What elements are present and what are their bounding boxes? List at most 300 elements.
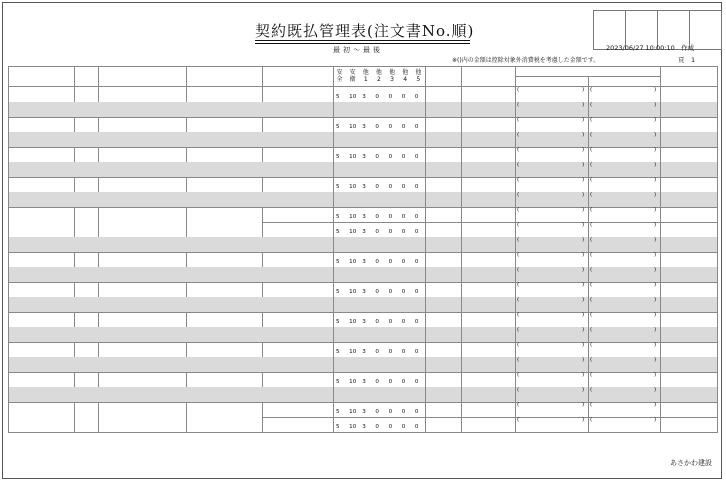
col-line [186, 402, 187, 432]
company-name: あさかわ建設 [670, 459, 712, 467]
col-line [333, 147, 334, 177]
group-separator [8, 402, 718, 403]
header-flag: 他5 [415, 69, 422, 83]
col-line [461, 402, 462, 432]
flag-value: 0 [414, 409, 419, 415]
paren-open: ( [590, 297, 593, 303]
flag-value: 0 [375, 184, 379, 190]
paren-open: ( [590, 282, 593, 288]
flag-value: 0 [414, 229, 419, 235]
paren-close: ) [654, 327, 657, 333]
paren-open: ( [517, 402, 520, 408]
paren-open: ( [590, 132, 593, 138]
paren-open: ( [590, 147, 593, 153]
paren-close: ) [582, 312, 585, 318]
flag-value: 0 [375, 319, 379, 325]
paren-close: ) [654, 177, 657, 183]
col-line [588, 87, 589, 117]
group-separator [8, 312, 718, 313]
flag-value: 0 [388, 184, 393, 190]
paren-close: ) [654, 132, 657, 138]
paren-close: ) [654, 207, 657, 213]
flag-value: 3 [362, 229, 366, 235]
paren-open: ( [590, 312, 593, 318]
col-line [74, 147, 75, 162]
col-line [74, 87, 75, 102]
paren-close: ) [654, 147, 657, 153]
col-line [333, 117, 334, 147]
col-line [660, 147, 661, 177]
col-line [660, 207, 661, 252]
paren-close: ) [582, 222, 585, 228]
flag-value: 5 [336, 229, 340, 235]
col-line [515, 252, 516, 282]
flag-value: 10 [349, 319, 357, 325]
group-separator [8, 177, 718, 178]
col-line [98, 372, 99, 387]
col-line [98, 252, 99, 267]
flag-value: 0 [414, 319, 419, 325]
flag-value: 0 [401, 184, 406, 190]
flag-value: 5 [336, 289, 340, 295]
paren-open: ( [517, 282, 520, 288]
col-line [262, 207, 263, 237]
flag-value: 5 [336, 319, 340, 325]
paren-open: ( [590, 342, 593, 348]
subtotal-band [8, 327, 718, 342]
header-sub-line [515, 76, 660, 77]
flag-value: 3 [362, 289, 366, 295]
paren-close: ) [582, 342, 585, 348]
paren-close: ) [582, 387, 585, 393]
col-line [425, 252, 426, 282]
paren-open: ( [590, 117, 593, 123]
paren-close: ) [582, 87, 585, 93]
header-flag: 他1 [362, 69, 369, 83]
paren-close: ) [654, 402, 657, 408]
header-flag: 安衛 [349, 69, 356, 83]
paren-open: ( [517, 207, 520, 213]
col-line [262, 342, 263, 357]
page-number: 頁 1 [678, 56, 696, 64]
col-line [515, 147, 516, 177]
col-line [98, 342, 99, 357]
paren-close: ) [582, 357, 585, 363]
col-line [333, 177, 334, 207]
flag-value: 0 [375, 94, 379, 100]
col-line [74, 252, 75, 267]
flag-value: 3 [362, 379, 366, 385]
paren-open: ( [517, 297, 520, 303]
paren-open: ( [590, 192, 593, 198]
col-line [461, 252, 462, 282]
paren-open: ( [590, 387, 593, 393]
paren-open: ( [517, 372, 520, 378]
subtotal-band [8, 132, 718, 147]
col-line [333, 402, 334, 432]
paren-close: ) [582, 237, 585, 243]
paren-open: ( [517, 162, 520, 168]
col-line [588, 282, 589, 312]
flag-value: 3 [362, 184, 366, 190]
flag-value: 0 [414, 94, 419, 100]
header-col-line [333, 66, 334, 86]
col-line [515, 207, 516, 252]
col-line [461, 147, 462, 177]
col-line [186, 342, 187, 357]
flag-value: 10 [349, 289, 357, 295]
col-line [333, 372, 334, 402]
col-line [515, 402, 516, 432]
paren-open: ( [590, 87, 593, 93]
flag-value: 0 [401, 154, 406, 160]
flag-value: 0 [388, 154, 393, 160]
paren-close: ) [654, 372, 657, 378]
col-line [515, 282, 516, 312]
title-underline-2 [255, 43, 470, 44]
paren-close: ) [582, 102, 585, 108]
col-line [515, 117, 516, 147]
col-line [262, 117, 263, 132]
col-line [333, 342, 334, 372]
contract-table [8, 66, 718, 454]
col-line [660, 342, 661, 372]
paren-close: ) [654, 162, 657, 168]
col-line [515, 312, 516, 342]
col-line [515, 372, 516, 402]
paren-open: ( [590, 162, 593, 168]
col-line [262, 252, 263, 267]
paren-close: ) [582, 417, 585, 423]
col-line [98, 87, 99, 102]
paren-close: ) [582, 282, 585, 288]
col-line [660, 282, 661, 312]
paren-open: ( [517, 342, 520, 348]
col-line [186, 147, 187, 162]
flag-value: 0 [375, 349, 379, 355]
paren-close: ) [654, 222, 657, 228]
flag-value: 10 [349, 424, 357, 430]
flag-value: 0 [401, 379, 406, 385]
col-line [425, 177, 426, 207]
paren-close: ) [654, 87, 657, 93]
col-line [333, 282, 334, 312]
paren-close: ) [654, 297, 657, 303]
col-line [425, 282, 426, 312]
flag-value: 0 [375, 409, 379, 415]
col-line [425, 372, 426, 402]
col-line [461, 372, 462, 402]
col-line [262, 282, 263, 297]
flag-value: 3 [362, 409, 366, 415]
flag-value: 0 [375, 289, 379, 295]
paren-open: ( [517, 222, 520, 228]
flag-value: 0 [388, 409, 393, 415]
paren-open: ( [517, 87, 520, 93]
col-line [660, 117, 661, 147]
header-col-line [425, 66, 426, 86]
col-line [660, 87, 661, 117]
flag-value: 0 [401, 259, 406, 265]
col-line [262, 147, 263, 162]
flag-value: 0 [375, 379, 379, 385]
flag-value: 0 [388, 94, 393, 100]
paren-close: ) [654, 282, 657, 288]
col-line [98, 312, 99, 327]
col-line [425, 312, 426, 342]
paren-open: ( [517, 117, 520, 123]
paren-open: ( [517, 327, 520, 333]
header-flag: 安全 [336, 69, 343, 83]
header-col-line [186, 66, 187, 86]
paren-close: ) [654, 267, 657, 273]
flag-value: 0 [388, 124, 393, 130]
col-line [186, 252, 187, 267]
flag-value: 5 [336, 124, 340, 130]
header-bottom-line [8, 86, 718, 87]
col-line [262, 312, 263, 327]
paren-close: ) [582, 207, 585, 213]
col-line [98, 282, 99, 297]
header-col-line [262, 66, 263, 86]
flag-value: 5 [336, 94, 340, 100]
flag-value: 0 [414, 154, 419, 160]
col-line [74, 282, 75, 297]
flag-value: 3 [362, 349, 366, 355]
subtotal-band [8, 192, 718, 207]
col-line [186, 87, 187, 102]
header-col-line [660, 66, 661, 86]
col-line [660, 177, 661, 207]
paren-open: ( [590, 237, 593, 243]
col-line [461, 87, 462, 117]
flag-value: 0 [401, 289, 406, 295]
col-line [74, 402, 75, 432]
group-separator [8, 252, 718, 253]
paren-close: ) [582, 162, 585, 168]
flag-value: 0 [401, 409, 406, 415]
flag-value: 5 [336, 349, 340, 355]
col-line [588, 177, 589, 207]
paren-close: ) [582, 267, 585, 273]
paren-open: ( [517, 417, 520, 423]
paren-close: ) [582, 327, 585, 333]
flag-value: 0 [414, 424, 419, 430]
flag-value: 5 [336, 214, 340, 220]
col-line [98, 207, 99, 237]
flag-value: 0 [388, 424, 393, 430]
paren-close: ) [654, 342, 657, 348]
paren-open: ( [517, 357, 520, 363]
col-line [262, 177, 263, 192]
col-line [425, 402, 426, 432]
flag-value: 3 [362, 424, 366, 430]
col-line [425, 207, 426, 252]
flag-value: 3 [362, 259, 366, 265]
flag-value: 0 [375, 154, 379, 160]
col-line [186, 372, 187, 387]
paren-close: ) [582, 402, 585, 408]
col-line [425, 342, 426, 372]
paren-open: ( [590, 402, 593, 408]
col-line [262, 87, 263, 102]
row-separator [8, 432, 718, 433]
flag-value: 3 [362, 214, 366, 220]
flag-value: 0 [388, 259, 393, 265]
col-line [74, 117, 75, 132]
col-line [74, 207, 75, 237]
col-line [98, 147, 99, 162]
col-line [74, 312, 75, 327]
paren-close: ) [582, 297, 585, 303]
group-separator [8, 117, 718, 118]
flag-value: 0 [401, 124, 406, 130]
flag-value: 10 [349, 409, 357, 415]
title-underline [255, 40, 470, 41]
col-line [74, 372, 75, 387]
col-line [262, 402, 263, 432]
paren-close: ) [654, 417, 657, 423]
col-line [461, 117, 462, 147]
flag-value: 5 [336, 154, 340, 160]
group-separator [8, 282, 718, 283]
col-line [588, 402, 589, 432]
flag-value: 0 [401, 229, 406, 235]
subtotal-band [8, 387, 718, 402]
col-line [333, 252, 334, 282]
flag-value: 0 [375, 424, 379, 430]
col-line [98, 117, 99, 132]
paren-open: ( [517, 147, 520, 153]
flag-value: 3 [362, 124, 366, 130]
flag-value: 0 [401, 94, 406, 100]
paren-open: ( [590, 267, 593, 273]
col-line [515, 342, 516, 372]
flag-value: 0 [414, 184, 419, 190]
paren-open: ( [590, 417, 593, 423]
flag-value: 0 [388, 229, 393, 235]
flag-value: 0 [388, 214, 393, 220]
flag-value: 0 [414, 289, 419, 295]
group-separator [8, 372, 718, 373]
table-right-line [717, 66, 718, 432]
col-line [660, 252, 661, 282]
paren-open: ( [590, 222, 593, 228]
paren-open: ( [517, 177, 520, 183]
paren-open: ( [517, 387, 520, 393]
paren-close: ) [654, 252, 657, 258]
col-line [333, 312, 334, 342]
col-line [588, 147, 589, 177]
col-line [588, 207, 589, 252]
paren-open: ( [590, 177, 593, 183]
col-line [425, 87, 426, 117]
subtotal-band [8, 267, 718, 282]
flag-value: 0 [375, 124, 379, 130]
col-line [588, 342, 589, 372]
paren-open: ( [517, 237, 520, 243]
paren-open: ( [517, 192, 520, 198]
flag-value: 5 [336, 259, 340, 265]
header-col-line [588, 76, 589, 86]
col-line [515, 177, 516, 207]
subtotal-band [8, 237, 718, 252]
paren-open: ( [590, 327, 593, 333]
paren-close: ) [654, 387, 657, 393]
paren-close: ) [582, 132, 585, 138]
col-line [425, 147, 426, 177]
paren-open: ( [517, 102, 520, 108]
flag-value: 0 [401, 214, 406, 220]
header-col-line [98, 66, 99, 86]
col-line [660, 402, 661, 432]
col-line [186, 117, 187, 132]
flag-value: 10 [349, 124, 357, 130]
flag-value: 0 [388, 289, 393, 295]
flag-value: 10 [349, 214, 357, 220]
paren-close: ) [654, 312, 657, 318]
paren-open: ( [590, 372, 593, 378]
col-line [461, 342, 462, 372]
paren-close: ) [582, 192, 585, 198]
paren-close: ) [582, 252, 585, 258]
col-line [660, 372, 661, 402]
col-line [74, 177, 75, 192]
header-col-line [461, 66, 462, 86]
col-line [461, 207, 462, 252]
col-line [588, 252, 589, 282]
flag-value: 0 [388, 319, 393, 325]
col-line [186, 177, 187, 192]
flag-value: 3 [362, 319, 366, 325]
col-line [461, 312, 462, 342]
tax-note: ※()内の金額は控除対象外消費税を考慮した金額です。 [452, 57, 600, 64]
header-flag: 他3 [389, 69, 396, 83]
flag-value: 0 [414, 379, 419, 385]
col-line [186, 207, 187, 237]
flag-value: 5 [336, 184, 340, 190]
flag-value: 0 [401, 349, 406, 355]
flag-value: 10 [349, 229, 357, 235]
subtotal-band [8, 162, 718, 177]
paren-open: ( [517, 267, 520, 273]
col-line [186, 312, 187, 327]
flag-value: 10 [349, 154, 357, 160]
paren-open: ( [590, 357, 593, 363]
flag-value: 5 [336, 379, 340, 385]
group-separator [8, 207, 718, 208]
col-line [74, 342, 75, 357]
col-line [425, 117, 426, 147]
col-line [660, 312, 661, 342]
subtotal-band [8, 102, 718, 117]
col-line [98, 402, 99, 432]
col-line [262, 372, 263, 387]
paren-close: ) [582, 177, 585, 183]
col-line [588, 372, 589, 402]
paren-open: ( [517, 312, 520, 318]
col-line [98, 177, 99, 192]
paren-open: ( [590, 102, 593, 108]
flag-value: 0 [414, 349, 419, 355]
col-line [333, 87, 334, 117]
paren-open: ( [590, 252, 593, 258]
flag-value: 0 [401, 424, 406, 430]
col-line [461, 282, 462, 312]
flag-value: 10 [349, 94, 357, 100]
paren-open: ( [517, 252, 520, 258]
flag-value: 10 [349, 379, 357, 385]
